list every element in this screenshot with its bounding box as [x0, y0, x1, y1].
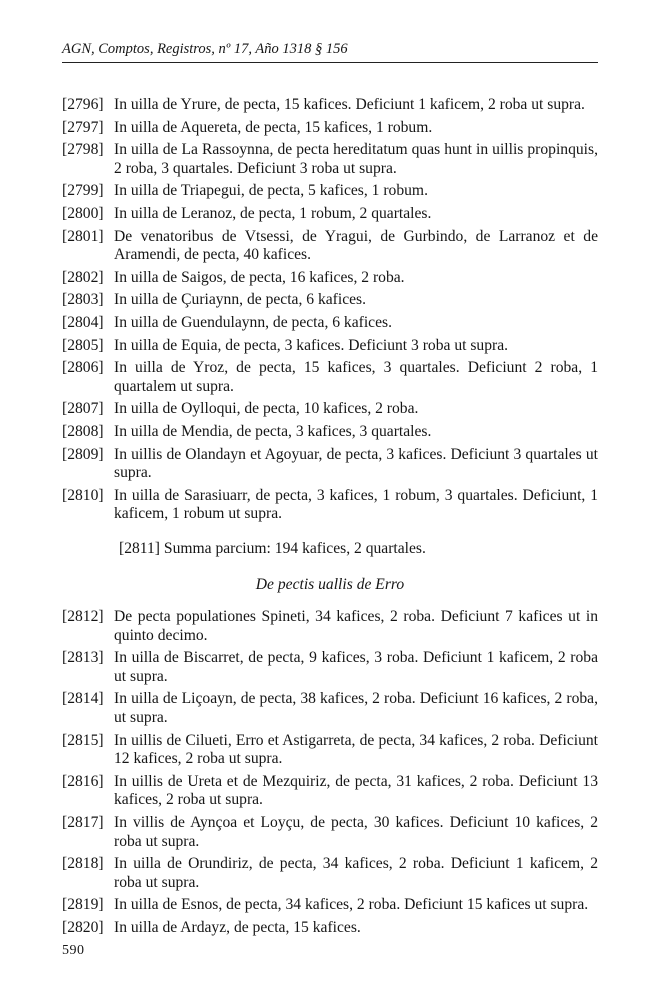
entry-number: [2816]: [62, 772, 104, 790]
entries-part1: [62, 96, 598, 524]
entry-number: [2800]: [62, 204, 104, 222]
entry-number: [2809]: [62, 445, 104, 463]
entry-text: In uilla de Oylloqui, de pecta, 10 kafices, 2 roba.: [114, 400, 419, 418]
entry-number: [2818]: [62, 855, 104, 873]
entry-row: [62, 359, 598, 396]
entry-text: In uilla de Triapegui, de pecta, 5 kafices, 1 robum.: [114, 182, 428, 200]
entries-block: [62, 96, 598, 942]
entry-text: In uilla de Yrure, de pecta, 15 kafices. Deficiunt 1 kaficem, 2 roba ut supra.: [114, 96, 585, 113]
entry-row: [62, 446, 598, 483]
entry-text: In villis de Aynçoa et Loyçu, de pecta, 30 kafices. Deficiunt 10 kafices, 2 roba ut supra.: [114, 814, 598, 850]
entry-row: [62, 314, 598, 333]
entry-row: [62, 608, 598, 645]
entry-number: [2797]: [62, 118, 104, 136]
entry-text: In uilla de Sarasiuarr, de pecta, 3 kafices, 1 robum, 3 quartales. Deficiunt, 1 kaficem, 1 robum ut supra.: [114, 486, 598, 523]
entry-row: [62, 228, 598, 265]
entry-text: In uilla de Leranoz, de pecta, 1 robum, 2 quartales.: [114, 204, 432, 222]
entry-row: [62, 773, 598, 810]
entry-row: [62, 690, 598, 727]
entry-text: In uilla de Yroz, de pecta, 15 kafices, 3 quartales. Deficiunt 2 roba, 1 quartalem ut supra.: [114, 359, 598, 395]
entry-row: [62, 423, 598, 442]
entry-row: [62, 400, 598, 419]
entry-number: [2803]: [62, 291, 104, 309]
entry-row: [62, 141, 598, 178]
page-number: 590: [62, 943, 85, 958]
entry-text: In uilla de Biscarret, de pecta, 9 kafices, 3 roba. Deficiunt 1 kaficem, 2 roba ut supra.: [114, 649, 598, 685]
entry-text: In uilla de Ardayz, de pecta, 15 kafices.: [114, 918, 361, 936]
entry-number: [2801]: [62, 227, 104, 245]
entry-row: [62, 487, 598, 524]
entry-number: [2807]: [62, 400, 104, 418]
entry-text: In uilla de Guendulaynn, de pecta, 6 kafices.: [114, 313, 392, 331]
entry-row: [62, 269, 598, 288]
section-title: De pectis uallis de Erro: [255, 576, 405, 594]
entry-number: [2804]: [62, 313, 104, 331]
entry-number: [2806]: [62, 359, 104, 377]
entry-text: De venatoribus de Vtsessi, de Yragui, de Gurbindo, de Larranoz et de Aramendi, de pecta, 40 kafices.: [114, 227, 598, 264]
entry-number: [2808]: [62, 422, 104, 440]
entry-number: [2814]: [62, 690, 104, 708]
entry-row: [62, 337, 598, 356]
summa-number: [2811]: [119, 539, 160, 557]
entry-text: In uilla de Çuriaynn, de pecta, 6 kafices.: [114, 291, 367, 309]
entry-row: [62, 291, 598, 310]
entry-row: [62, 205, 598, 224]
entry-text: In uilla de Liçoayn, de pecta, 38 kafices, 2 roba. Deficiunt 16 kafices, 2 roba, ut supra.: [114, 690, 598, 727]
summa-text: Summa parcium: 194 kafices, 2 quartales.: [163, 539, 426, 557]
entry-number: [2810]: [62, 486, 104, 504]
entry-text: De pecta populationes Spineti, 34 kafices, 2 roba. Deficiunt 7 kafices ut in quinto decimo.: [114, 608, 598, 644]
entry-number: [2815]: [62, 731, 104, 749]
entry-text: In uillis de Olandayn et Agoyuar, de pecta, 3 kafices. Deficiunt 3 quartales ut supra.: [114, 445, 598, 482]
entry-number: [2819]: [62, 896, 104, 914]
entry-row: [62, 896, 598, 915]
entry-text: In uilla de Equia, de pecta, 3 kafices. Deficiunt 3 roba ut supra.: [114, 336, 509, 354]
entry-number: [2820]: [62, 918, 104, 936]
entry-text: In uillis de Cilueti, Erro et Astigarreta, de pecta, 34 kafices, 2 roba. Deficiunt 12 kafices, 2 roba ut supra.: [114, 731, 598, 768]
entry-row: [62, 855, 598, 892]
entry-row: [62, 182, 598, 201]
entry-row: [62, 649, 598, 686]
entry-text: In uilla de La Rassoynna, de pecta hereditatum quas hunt in uillis propinquis, 2 roba, 3 quartales. Deficiunt 3 roba ut supra.: [114, 141, 598, 177]
entry-row: [62, 119, 598, 138]
entry-row: [62, 732, 598, 769]
entry-text: In uillis de Ureta et de Mezquiriz, de pecta, 31 kafices, 2 roba. Deficiunt 13 kafices, 2 roba ut supra.: [114, 772, 598, 809]
entry-number: [2796]: [62, 96, 104, 113]
entry-text: In uilla de Esnos, de pecta, 34 kafices, 2 roba. Deficiunt 15 kafices ut supra.: [114, 896, 589, 914]
entry-text: In uilla de Mendia, de pecta, 3 kafices, 3 quartales.: [114, 422, 432, 440]
entry-row: [62, 96, 598, 115]
running-header: AGN, Comptos, Registros, nº 17, Año 1318 § 156: [62, 41, 348, 57]
entry-text: In uilla de Aquereta, de pecta, 15 kafices, 1 robum.: [114, 118, 433, 136]
entry-text: In uilla de Orundiriz, de pecta, 34 kafices, 2 roba. Deficiunt 1 kaficem, 2 roba ut supra.: [114, 855, 598, 891]
entry-number: [2799]: [62, 182, 104, 200]
entry-row: [62, 814, 598, 851]
header-rule: [62, 62, 598, 63]
entry-number: [2802]: [62, 268, 104, 286]
entry-row: [62, 919, 598, 938]
entry-number: [2813]: [62, 649, 104, 667]
entry-number: [2817]: [62, 814, 104, 831]
entry-number: [2812]: [62, 608, 104, 626]
entry-text: In uilla de Saigos, de pecta, 16 kafices, 2 roba.: [114, 268, 405, 286]
entry-number: [2798]: [62, 141, 104, 159]
summa-entry: [62, 540, 598, 559]
entry-number: [2805]: [62, 336, 104, 354]
entries-part2: [62, 608, 598, 938]
